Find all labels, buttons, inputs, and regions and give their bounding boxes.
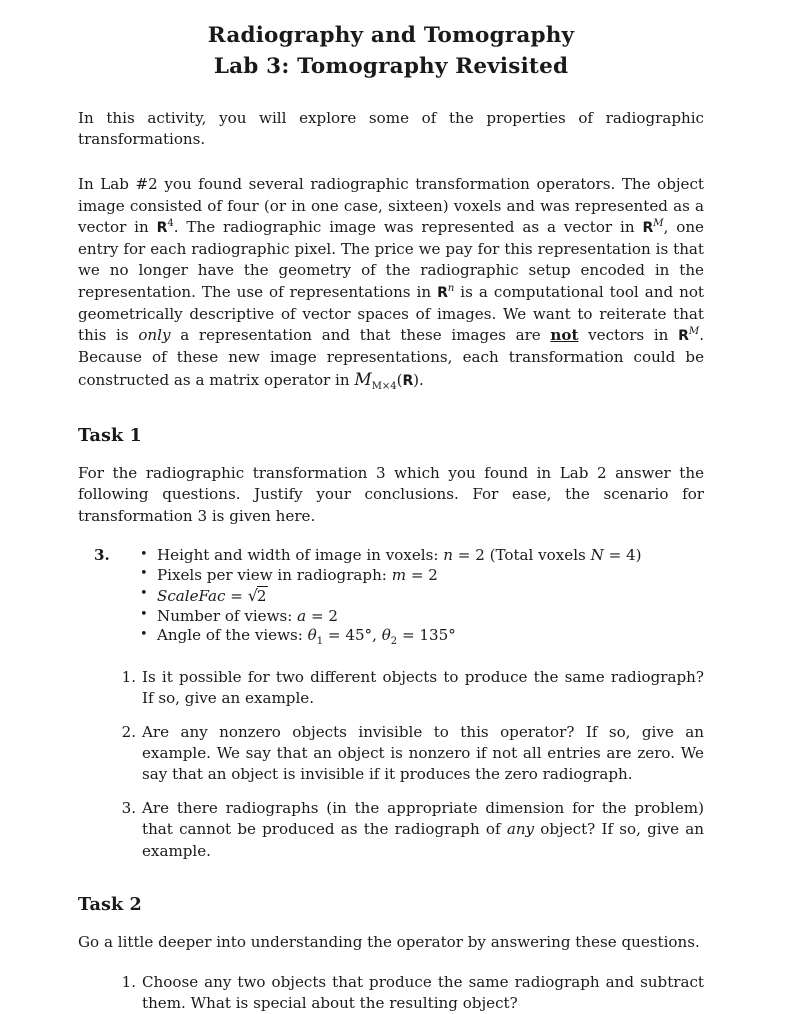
question-number: 1. [121,668,136,687]
superscript-M: M [653,217,664,230]
superscript-M-2: M [688,324,700,337]
var-a: a [297,606,307,625]
emphasis-any: any [506,820,535,839]
body-fragment-10: . [418,371,424,390]
bullet-label-0: Height and width of image in voxels: [157,546,444,565]
task-2-heading: Task 2 [78,893,142,915]
bullet-number-of-views [138,607,704,627]
radical-symbol: √ [247,585,258,605]
eq-n: = 2 (Total voxels [452,546,591,565]
question-text: Is it possible for two different objects to produce the same radiograph? If so, give an example. [142,668,704,708]
bullet-scale-factor [138,586,704,607]
question-number: 2. [121,723,136,741]
document-title [78,0,704,82]
body-fragment-1: In Lab #2 you found several radiographic transformation operators. The object image consisted of four (or in one case, sixteen) voxels and was represented as a vector in [78,175,704,237]
subscript-Mx4: M×4 [371,381,397,393]
task-1-question-3 [120,798,704,862]
scenario-number: 3. [94,546,110,565]
eq-N: = 4) [603,546,642,565]
intro-paragraph: In this activity, you will explore some of the properties of radiographic transformations. [78,108,704,149]
scenario-bullet-list [78,546,704,646]
question-number: 3. [121,799,136,818]
document-content [78,0,704,1014]
sqrt-expression [248,587,268,605]
blackboard-R-M-2: R [678,327,689,344]
theta-2: θ [381,626,391,645]
blackboard-R-n: R [437,284,448,301]
body-fragment-9: . Because of these new image representations, each transformation could be constructed as a matrix operator in [78,325,705,390]
question-text: Choose any two objects that produce the same radiograph and subtract them. What is special about the resulting object? [142,973,704,1013]
question-text-after: object? If so, give an example. [142,820,704,860]
question-text: Are any nonzero objects invisible to this operator? If so, give an example. We say that an object is nonzero if not all entries are zero. We say that an object is invisible if it produces the zero radiograph. [142,723,704,784]
bullet-height-width [138,546,704,566]
document-title-line-1: Radiography and Tomography [207,23,575,48]
document-title-line-2: Lab 3: Tomography Revisited [213,54,569,80]
superscript-n: n [447,281,455,294]
emphasis-not: not [550,325,579,344]
body-fragment-3: , one entry for each radiographic pixel. The price we pay for this representation is that we no longer have the geometry of the radiographic setup encoded in the representation. The use of representations in [78,218,704,301]
var-n: n [443,546,453,565]
task-1-question-list [78,667,704,862]
calligraphic-M: M [354,369,372,390]
question-number: 1. [121,973,136,992]
emphasis-only: only [138,325,171,344]
eq-scalefac: = [225,586,248,605]
body-fragment-8: vectors in [578,325,679,344]
var-scalefac: ScaleFac [157,586,226,605]
theta-1-subscript: 1 [316,636,324,648]
eq-a: = 2 [306,606,339,625]
angle-2-value: = 135° [397,626,456,645]
scenario-block [78,546,704,646]
body-fragment-2: . The radiographic image was represented as a vector in [173,218,643,237]
task-1-intro: For the radiographic transformation 3 which you found in Lab 2 answer the following questions. Justify your conclusions. For ease, the scenario for transformation 3 is given here. [78,464,704,525]
body-fragment-6: a representation and that these images are [170,325,551,344]
paren-close: ) [413,371,419,390]
superscript-4: 4 [167,217,174,230]
bullet-label-4: Angle of the views: [157,626,308,645]
bullet-pixels-per-view [138,566,704,586]
question-text-before: Are there radiographs (in the appropriate dimension for the problem) that cannot be produced as the radiograph of [142,799,704,839]
theta-1: θ [307,626,317,645]
blackboard-R-matrix: R [402,373,414,390]
bullet-label-1: Pixels per view in radiograph: [157,565,392,584]
blackboard-R-4: R [156,220,168,237]
eq-m: = 2 [406,565,438,584]
task-1-heading: Task 1 [78,425,142,447]
task-2-intro: Go a little deeper into understanding the operator by answering these questions. [78,932,700,951]
bullet-label-3: Number of views: [157,606,298,625]
var-m: m [391,565,407,584]
task-1-question-2 [120,722,704,786]
angle-1-value: = 45°, [323,626,382,645]
paren-open: ( [396,371,403,390]
blackboard-R-M: R [642,220,654,237]
var-N: N [590,546,604,565]
task-2-question-list [78,972,704,1014]
body-fragment-4: is a computational tool and not geometrically descriptive of vector spaces of images. We want to reiterate that this is [78,282,704,344]
theta-2-subscript: 2 [390,636,398,648]
bullet-angle-of-views [138,626,704,646]
radicand: 2 [256,586,267,605]
body-paragraph [78,174,704,392]
task-2-question-1 [120,972,704,1014]
task-1-question-1 [120,667,704,709]
